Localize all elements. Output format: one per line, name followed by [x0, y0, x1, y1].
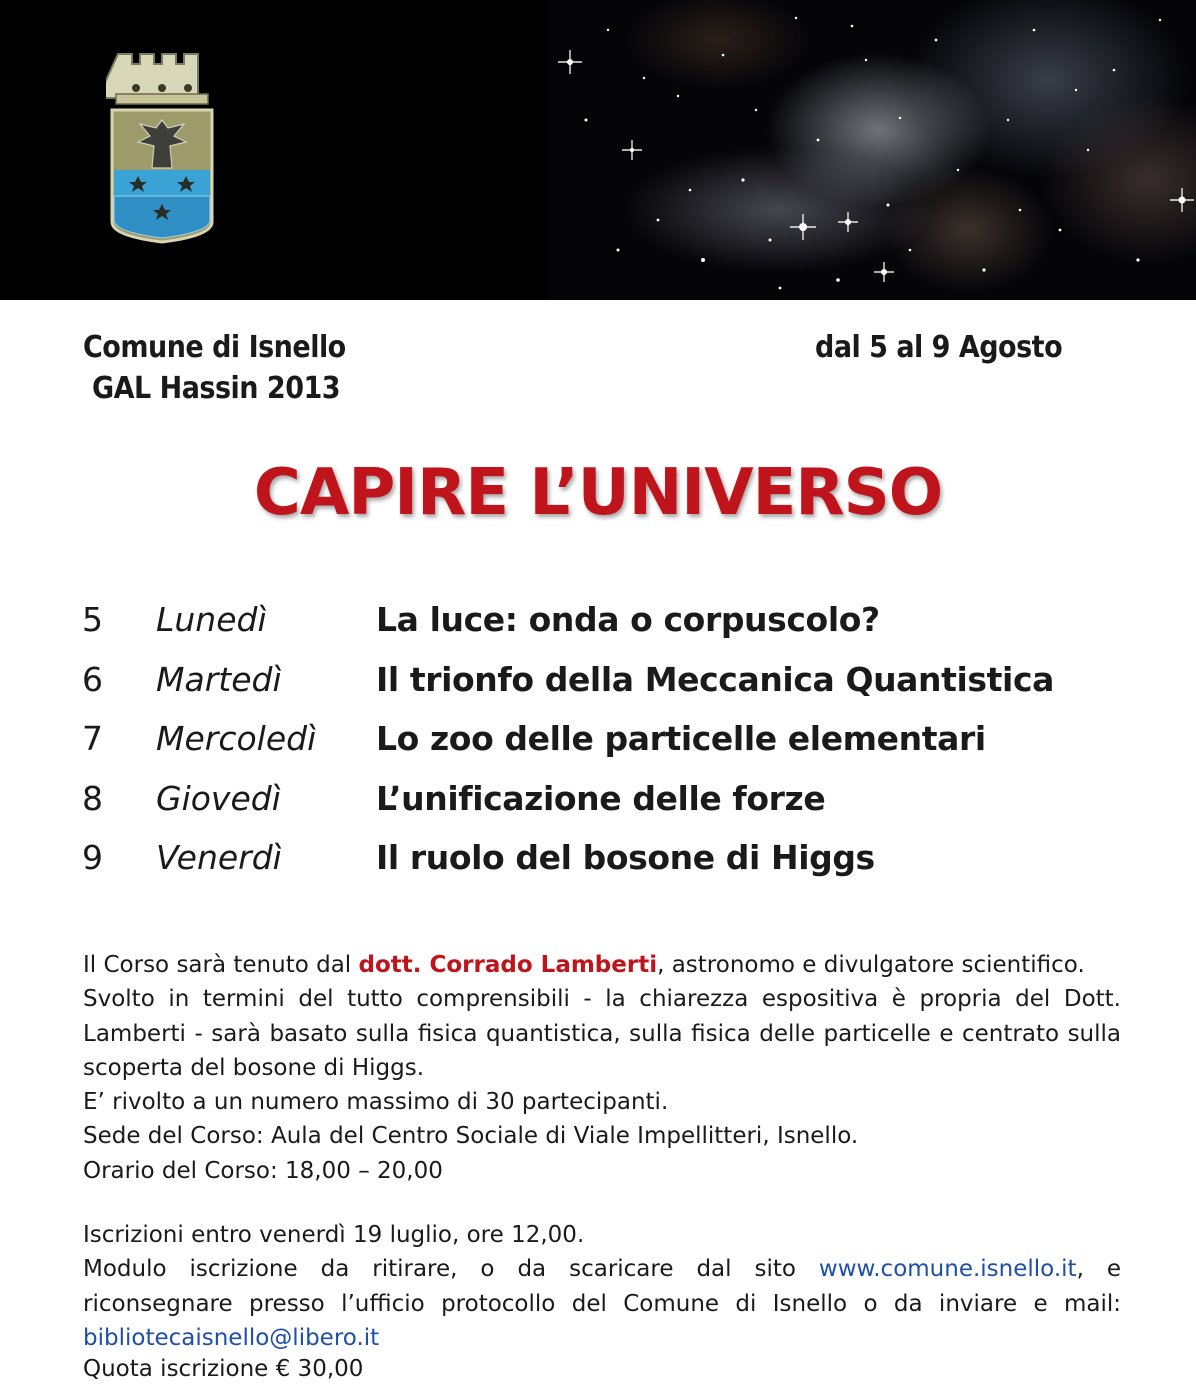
banner-black-panel: [0, 0, 548, 300]
registration-form-info: [83, 1252, 1121, 1355]
website-link[interactable]: www.comune.isnello.it: [818, 1256, 1077, 1283]
star-field: [548, 0, 1196, 300]
intro-text-before: Il Corso sarà tenuto dal: [83, 952, 359, 978]
organizer-line-2: GAL Hassin 2013: [92, 371, 341, 406]
schedule-row: [82, 598, 1122, 658]
schedule-row: [82, 777, 1122, 837]
registration-info: [83, 1218, 1121, 1355]
hours-line: Orario del Corso: 18,00 – 20,00: [83, 1157, 443, 1184]
venue-line: Sede del Corso: Aula del Centro Sociale di Viale Impellitteri, Isnello.: [83, 1123, 859, 1150]
schedule-row: [82, 717, 1122, 777]
schedule-day-number: 8: [82, 778, 103, 818]
schedule-day-number: 9: [82, 838, 103, 877]
coat-of-arms-icon: [106, 48, 218, 244]
schedule-day-number: 6: [82, 659, 103, 699]
intro-text-after: , astronomo e divulgatore scientifico.: [657, 952, 1085, 978]
schedule-topic: L’unificazione delle forze: [376, 778, 826, 818]
course-paragraph: Svolto in termini del tutto comprensibili - la chiarezza espositiva è propria del Dott. Lamberti - sarà basato sulla fisica quantistica, sulla fisica delle particelle e centrato sulla scoperta del bosone di Higgs.: [83, 986, 1121, 1081]
registration-fee: Quota iscrizione € 30,00: [83, 1356, 364, 1382]
registration-deadline: Iscrizioni entro venerdì 19 luglio, ore 12,00.: [83, 1222, 585, 1248]
form-text-middle: , e riconsegnare presso l’ufficio protocollo del Comune di Isnello o da inviare e mail:: [83, 1256, 1121, 1317]
lecturer-name: dott. Corrado Lamberti: [358, 952, 658, 978]
schedule-row: [82, 658, 1122, 718]
organizer-line-1: Comune di Isnello: [83, 330, 346, 365]
email-link[interactable]: bibliotecaisnello@libero.it: [83, 1324, 380, 1351]
schedule-day-number: 5: [82, 600, 103, 639]
schedule-topic: Lo zoo delle particelle elementari: [376, 719, 986, 758]
course-description: [83, 948, 1121, 1188]
nebula-starfield-image: [548, 0, 1196, 300]
page-title: CAPIRE L’UNIVERSO: [253, 456, 943, 530]
schedule-weekday: Lunedì: [156, 600, 267, 639]
audience-line: E’ rivolto a un numero massimo di 30 partecipanti.: [83, 1089, 669, 1116]
schedule-topic: Il trionfo della Meccanica Quantistica: [376, 659, 1054, 699]
form-text-before: Modulo iscrizione da ritirare, o da scaricare dal sito: [83, 1256, 819, 1283]
intro-line: [83, 948, 1121, 982]
schedule-weekday: Martedì: [156, 659, 282, 699]
schedule-weekday: Giovedì: [156, 778, 281, 818]
schedule-list: [82, 598, 1122, 896]
schedule-row: [82, 836, 1122, 896]
event-dates: dal 5 al 9 Agosto: [815, 330, 1063, 365]
schedule-day-number: 7: [82, 719, 103, 758]
schedule-weekday: Mercoledì: [156, 719, 317, 758]
schedule-topic: Il ruolo del bosone di Higgs: [376, 838, 875, 877]
header-banner: [0, 0, 1196, 300]
schedule-weekday: Venerdì: [156, 838, 282, 877]
schedule-topic: La luce: onda o corpuscolo?: [376, 600, 880, 639]
